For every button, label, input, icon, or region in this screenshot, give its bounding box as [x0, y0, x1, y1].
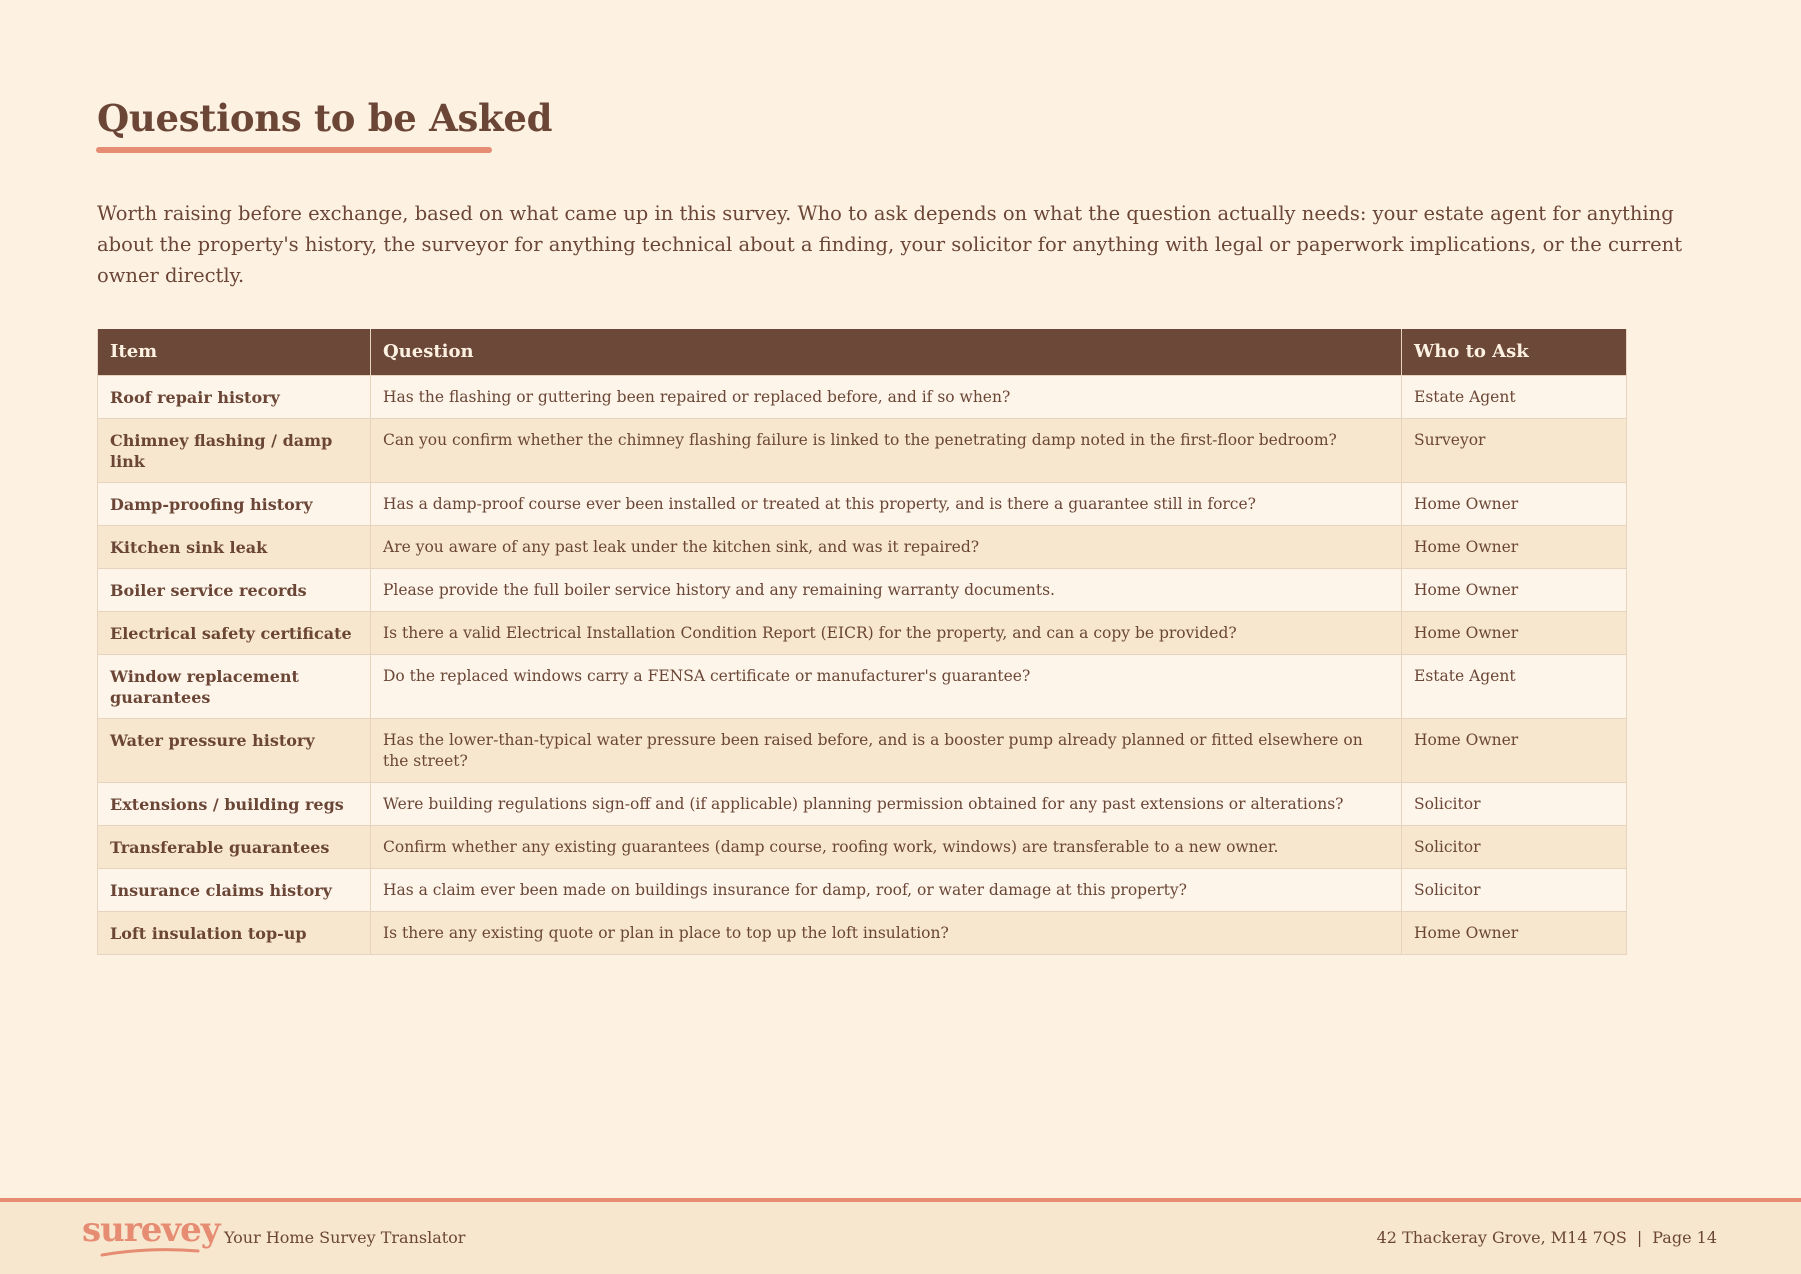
cell-who-to-ask: Estate Agent [1402, 654, 1627, 718]
logo-swoosh-icon [100, 1246, 200, 1258]
cell-who-to-ask: Estate Agent [1402, 375, 1627, 418]
footer-separator: | [1636, 1228, 1643, 1247]
table-row [98, 911, 1627, 954]
intro-paragraph: Worth raising before exchange, based on what came up in this survey. Who to ask depends on what the question actually needs: your estate agent for anything about the property's history, the surveyor for anything technical about a finding, your solicitor for anything with legal or paperwork implications, or the current owner directly. [97, 202, 1683, 287]
cell-who-to-ask: Home Owner [1402, 568, 1627, 611]
table-row [98, 482, 1627, 525]
page-number: Page 14 [1652, 1228, 1717, 1247]
table-row [98, 418, 1627, 482]
cell-question: Is there any existing quote or plan in place to top up the loft insulation? [371, 911, 1402, 954]
cell-who-to-ask: Solicitor [1402, 868, 1627, 911]
column-header-item: Item [98, 329, 371, 375]
cell-item: Electrical safety certificate [98, 611, 371, 654]
column-header-who-to-ask: Who to Ask [1402, 329, 1627, 375]
table-row [98, 782, 1627, 825]
table-row [98, 825, 1627, 868]
page-title: Questions to be Asked [97, 96, 553, 140]
cell-question: Has a damp-proof course ever been installed or treated at this property, and is there a guarantee still in force? [371, 482, 1402, 525]
cell-question: Please provide the full boiler service history and any remaining warranty documents. [371, 568, 1402, 611]
table-row [98, 654, 1627, 718]
cell-question: Has the lower-than-typical water pressure been raised before, and is a booster pump already planned or fitted elsewhere on the street? [371, 718, 1402, 782]
cell-item: Kitchen sink leak [98, 525, 371, 568]
page-footer [0, 1198, 1801, 1274]
property-address: 42 Thackeray Grove, M14 7QS [1376, 1228, 1627, 1247]
brand-name: surevey [82, 1210, 220, 1250]
cell-who-to-ask: Home Owner [1402, 611, 1627, 654]
cell-question: Were building regulations sign-off and (if applicable) planning permission obtained for any past extensions or alterations? [371, 782, 1402, 825]
column-header-question: Question [371, 329, 1402, 375]
cell-who-to-ask: Home Owner [1402, 525, 1627, 568]
cell-who-to-ask: Solicitor [1402, 782, 1627, 825]
table-row [98, 375, 1627, 418]
cell-item: Loft insulation top-up [98, 911, 371, 954]
cell-who-to-ask: Home Owner [1402, 482, 1627, 525]
cell-who-to-ask: Home Owner [1402, 911, 1627, 954]
cell-question: Has a claim ever been made on buildings insurance for damp, roof, or water damage at this property? [371, 868, 1402, 911]
table-row [98, 611, 1627, 654]
cell-item: Water pressure history [98, 718, 371, 782]
cell-who-to-ask: Solicitor [1402, 825, 1627, 868]
cell-question: Is there a valid Electrical Installation Condition Report (EICR) for the property, and can a copy be provided? [371, 611, 1402, 654]
cell-item: Damp-proofing history [98, 482, 371, 525]
cell-question: Has the flashing or guttering been repaired or replaced before, and if so when? [371, 375, 1402, 418]
cell-question: Confirm whether any existing guarantees (damp course, roofing work, windows) are transferable to a new owner. [371, 825, 1402, 868]
table-row [98, 525, 1627, 568]
cell-item: Transferable guarantees [98, 825, 371, 868]
cell-item: Chimney flashing / damp link [98, 418, 371, 482]
cell-item: Roof repair history [98, 375, 371, 418]
cell-question: Are you aware of any past leak under the kitchen sink, and was it repaired? [371, 525, 1402, 568]
cell-who-to-ask: Home Owner [1402, 718, 1627, 782]
cell-item: Boiler service records [98, 568, 371, 611]
brand-logo [82, 1210, 220, 1260]
cell-item: Extensions / building regs [98, 782, 371, 825]
title-underline [96, 147, 492, 153]
table-row [98, 868, 1627, 911]
cell-item: Window replacement guarantees [98, 654, 371, 718]
table-header-row [98, 329, 1627, 375]
table-row [98, 718, 1627, 782]
questions-table [97, 329, 1627, 955]
cell-who-to-ask: Surveyor [1402, 418, 1627, 482]
cell-question: Can you confirm whether the chimney flashing failure is linked to the penetrating damp noted in the first-floor bedroom? [371, 418, 1402, 482]
table-row [98, 568, 1627, 611]
cell-question: Do the replaced windows carry a FENSA certificate or manufacturer's guarantee? [371, 654, 1402, 718]
brand-tagline: Your Home Survey Translator [224, 1228, 466, 1247]
footer-page-info [1377, 1228, 1717, 1247]
cell-item: Insurance claims history [98, 868, 371, 911]
